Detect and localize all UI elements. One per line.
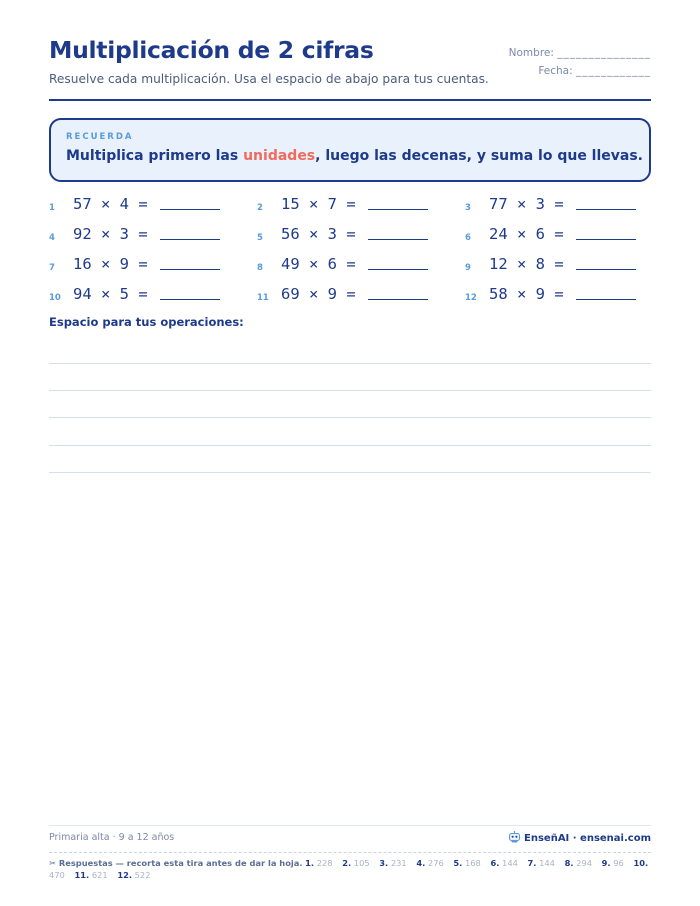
answers-lead: ✂ Respuestas — recorta esta tira antes de dar la hoja. bbox=[49, 858, 303, 868]
answer-number: 10. bbox=[633, 858, 649, 868]
name-row bbox=[509, 46, 651, 64]
answer-number: 1. bbox=[305, 858, 315, 868]
problem-expression: 92 × 3 = bbox=[73, 225, 148, 243]
answer-value: 105 bbox=[353, 858, 370, 868]
tip-highlight: unidades bbox=[243, 148, 316, 164]
robot-icon bbox=[508, 831, 521, 843]
footer-divider bbox=[49, 825, 651, 826]
problem-expression: 56 × 3 = bbox=[281, 225, 356, 243]
work-line[interactable] bbox=[49, 445, 651, 446]
answer-number: 9. bbox=[601, 858, 611, 868]
problem-expression: 58 × 9 = bbox=[489, 285, 564, 303]
problem-expression: 24 × 6 = bbox=[489, 225, 564, 243]
answer-value: 231 bbox=[390, 858, 407, 868]
problem-number: 5 bbox=[257, 233, 263, 243]
answer-value: 470 bbox=[49, 870, 65, 880]
answer-strip bbox=[49, 857, 649, 881]
answer-number: 2. bbox=[342, 858, 352, 868]
problem-expression: 15 × 7 = bbox=[281, 195, 356, 213]
problem-number: 11 bbox=[257, 293, 269, 303]
answer-blank[interactable] bbox=[576, 239, 636, 240]
answer-value: 228 bbox=[316, 858, 333, 868]
date-field[interactable]: ____________ bbox=[576, 65, 651, 77]
tip-text-start: Multiplica primero las bbox=[66, 148, 244, 164]
tip-text-end: , luego las decenas, y suma lo que llevas. bbox=[315, 148, 644, 164]
problem-number: 10 bbox=[49, 293, 61, 303]
answer-blank[interactable] bbox=[576, 209, 636, 210]
answer-value: 522 bbox=[134, 870, 151, 880]
answer-value: 144 bbox=[539, 858, 555, 868]
page-subtitle: Resuelve cada multiplicación. Usa el espacio de abajo para tus cuentas. bbox=[49, 72, 489, 86]
problem-expression: 94 × 5 = bbox=[73, 285, 148, 303]
student-info bbox=[509, 46, 651, 82]
answer-blank[interactable] bbox=[160, 269, 220, 270]
problem-number: 12 bbox=[465, 293, 477, 303]
problem-expression: 12 × 8 = bbox=[489, 255, 564, 273]
problem-number: 9 bbox=[465, 263, 471, 273]
answer-value: 621 bbox=[91, 870, 108, 880]
answer-value: 144 bbox=[502, 858, 518, 868]
problem-number: 3 bbox=[465, 203, 471, 213]
name-field[interactable]: _______________ bbox=[557, 47, 651, 59]
date-label: Fecha: bbox=[538, 65, 573, 77]
answer-number: 4. bbox=[416, 858, 426, 868]
header-divider bbox=[49, 99, 651, 101]
answer-blank[interactable] bbox=[368, 299, 428, 300]
work-line[interactable] bbox=[49, 363, 651, 364]
answer-blank[interactable] bbox=[368, 239, 428, 240]
work-space-label: Espacio para tus operaciones: bbox=[49, 315, 244, 329]
problem-number: 2 bbox=[257, 203, 263, 213]
answer-value: 276 bbox=[427, 858, 444, 868]
date-row bbox=[509, 64, 651, 82]
name-label: Nombre: bbox=[508, 47, 554, 59]
brand-label: EnseñAI · ensenai.com bbox=[524, 833, 651, 844]
answer-number: 7. bbox=[527, 858, 537, 868]
tip-box bbox=[49, 118, 651, 182]
answer-number: 11. bbox=[74, 870, 90, 880]
problem-expression: 69 × 9 = bbox=[281, 285, 356, 303]
work-line[interactable] bbox=[49, 417, 651, 418]
answer-blank[interactable] bbox=[160, 209, 220, 210]
problem-number: 6 bbox=[465, 233, 471, 243]
problem-expression: 77 × 3 = bbox=[489, 195, 564, 213]
answer-number: 5. bbox=[453, 858, 463, 868]
answer-blank[interactable] bbox=[576, 269, 636, 270]
answer-value: 168 bbox=[464, 858, 481, 868]
problem-expression: 57 × 4 = bbox=[73, 195, 148, 213]
problem-expression: 16 × 9 = bbox=[73, 255, 148, 273]
problem-number: 8 bbox=[257, 263, 263, 273]
tip-text bbox=[66, 148, 643, 164]
answer-blank[interactable] bbox=[368, 209, 428, 210]
problem-number: 1 bbox=[49, 203, 55, 213]
answer-number: 12. bbox=[117, 870, 133, 880]
answer-blank[interactable] bbox=[576, 299, 636, 300]
tip-label: RECUERDA bbox=[66, 132, 134, 142]
answer-blank[interactable] bbox=[368, 269, 428, 270]
grade-level: Primaria alta · 9 a 12 años bbox=[49, 832, 175, 843]
answer-blank[interactable] bbox=[160, 299, 220, 300]
answer-value: 294 bbox=[576, 858, 593, 868]
answer-number: 8. bbox=[564, 858, 574, 868]
answer-blank[interactable] bbox=[160, 239, 220, 240]
problem-number: 4 bbox=[49, 233, 55, 243]
answer-number: 6. bbox=[490, 858, 500, 868]
worksheet-page bbox=[49, 0, 651, 906]
answer-number: 3. bbox=[379, 858, 389, 868]
work-line[interactable] bbox=[49, 472, 651, 473]
problem-expression: 49 × 6 = bbox=[281, 255, 356, 273]
problem-number: 7 bbox=[49, 263, 55, 273]
brand bbox=[508, 831, 651, 844]
page-title: Multiplicación de 2 cifras bbox=[49, 36, 374, 64]
answer-value: 96 bbox=[613, 858, 624, 868]
work-line[interactable] bbox=[49, 390, 651, 391]
cut-line bbox=[49, 852, 651, 853]
